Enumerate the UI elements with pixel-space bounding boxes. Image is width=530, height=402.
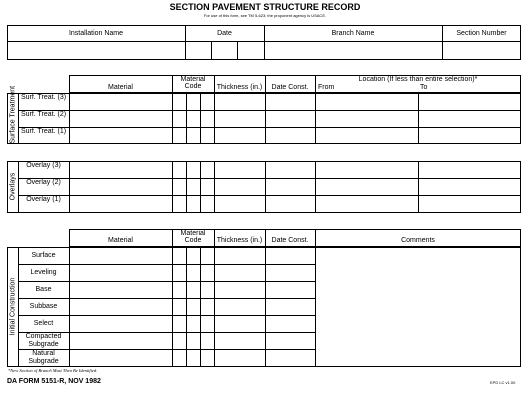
row-label-select: Select — [33, 320, 54, 327]
col-sep — [315, 161, 316, 213]
surf-treat-1-material[interactable] — [70, 128, 171, 143]
row-label-natural-subgrade: Natural Subgrade — [28, 350, 59, 365]
version-label: EPD LC v1.00 — [490, 380, 516, 385]
form-title: SECTION PAVEMENT STRUCTURE RECORD — [169, 2, 361, 12]
row-label-base: Base — [35, 286, 52, 293]
comments-header: Comments — [401, 237, 435, 244]
base-material[interactable] — [70, 282, 171, 297]
row-label-surf-treat-2: Surf. Treat. (2) — [20, 111, 67, 118]
location-header: Location (If less than entire selection)* — [358, 76, 478, 83]
subbase-material[interactable] — [70, 299, 171, 314]
overlays-label: Overlays — [9, 172, 17, 201]
material-code-header: Material Code — [180, 230, 206, 244]
form-id: DA FORM 5151-R, NOV 1982 — [7, 378, 101, 385]
col-sep — [418, 161, 419, 213]
material-header: Material — [108, 237, 133, 244]
comments-field[interactable] — [316, 248, 520, 366]
date-field-2[interactable] — [212, 42, 236, 59]
installation-label: Installation Name — [68, 30, 124, 37]
surf-treat-3-thickness[interactable] — [215, 94, 264, 109]
code-sep — [186, 93, 187, 144]
material-code-header: Material Code — [180, 76, 206, 90]
row-label-overlay-1: Overlay (1) — [26, 196, 61, 203]
col-sep — [418, 93, 419, 144]
code-sep — [186, 161, 187, 213]
code-sep — [200, 161, 201, 213]
col-sep — [172, 93, 173, 144]
from-header: From — [318, 84, 335, 91]
branch-label: Branch Name — [331, 30, 375, 37]
leveling-material[interactable] — [70, 265, 171, 280]
overlay-1-material[interactable] — [70, 196, 171, 212]
thickness-header: Thickness (in.) — [216, 237, 263, 244]
branch-field[interactable] — [265, 42, 441, 59]
initial-construction-label: Initial Construction — [9, 277, 17, 336]
footnote: *New Section of Branch Must Then Be Identified. — [8, 368, 98, 373]
section-field[interactable] — [443, 42, 520, 59]
row-label-leveling: Leveling — [30, 269, 57, 276]
thickness-header: Thickness (in.) — [216, 84, 263, 91]
row-label-overlay-3: Overlay (3) — [26, 162, 61, 169]
date-const-header: Date Const. — [271, 237, 309, 244]
row-label-subbase: Subbase — [29, 303, 58, 310]
col-sep — [214, 161, 215, 213]
row-label-surf-treat-3: Surf. Treat. (3) — [20, 94, 67, 101]
date-const-header: Date Const. — [271, 84, 309, 91]
surf-treat-3-date[interactable] — [266, 94, 314, 109]
to-header: To — [420, 84, 428, 91]
surface-treatment-label: Surface Treatment — [9, 85, 17, 144]
col-sep — [315, 93, 316, 144]
form-subtitle: For use of this form, see TM 5-623; the proponent agency is USACE. — [203, 13, 327, 18]
row-label-compacted-subgrade: Compacted Subgrade — [25, 333, 62, 348]
installation-field[interactable] — [8, 42, 184, 59]
col-sep — [265, 161, 266, 213]
row-label-surface: Surface — [31, 252, 56, 259]
col-sep — [172, 161, 173, 213]
surf-treat-2-material[interactable] — [70, 111, 171, 126]
surface-material[interactable] — [70, 248, 171, 263]
date-field-3[interactable] — [238, 42, 263, 59]
overlay-3-material[interactable] — [70, 162, 171, 177]
date-label: Date — [217, 30, 232, 37]
row-label-overlay-2: Overlay (2) — [26, 179, 61, 186]
date-field-1[interactable] — [186, 42, 210, 59]
natural-subgrade-material[interactable] — [70, 350, 171, 366]
section-label: Section Number — [456, 30, 507, 37]
select-material[interactable] — [70, 316, 171, 331]
overlay-2-material[interactable] — [70, 179, 171, 194]
code-sep — [200, 93, 201, 144]
row-label-surf-treat-1: Surf. Treat. (1) — [20, 128, 67, 135]
surf-treat-3-material[interactable] — [70, 94, 171, 109]
material-header: Material — [108, 84, 133, 91]
compacted-subgrade-material[interactable] — [70, 333, 171, 348]
